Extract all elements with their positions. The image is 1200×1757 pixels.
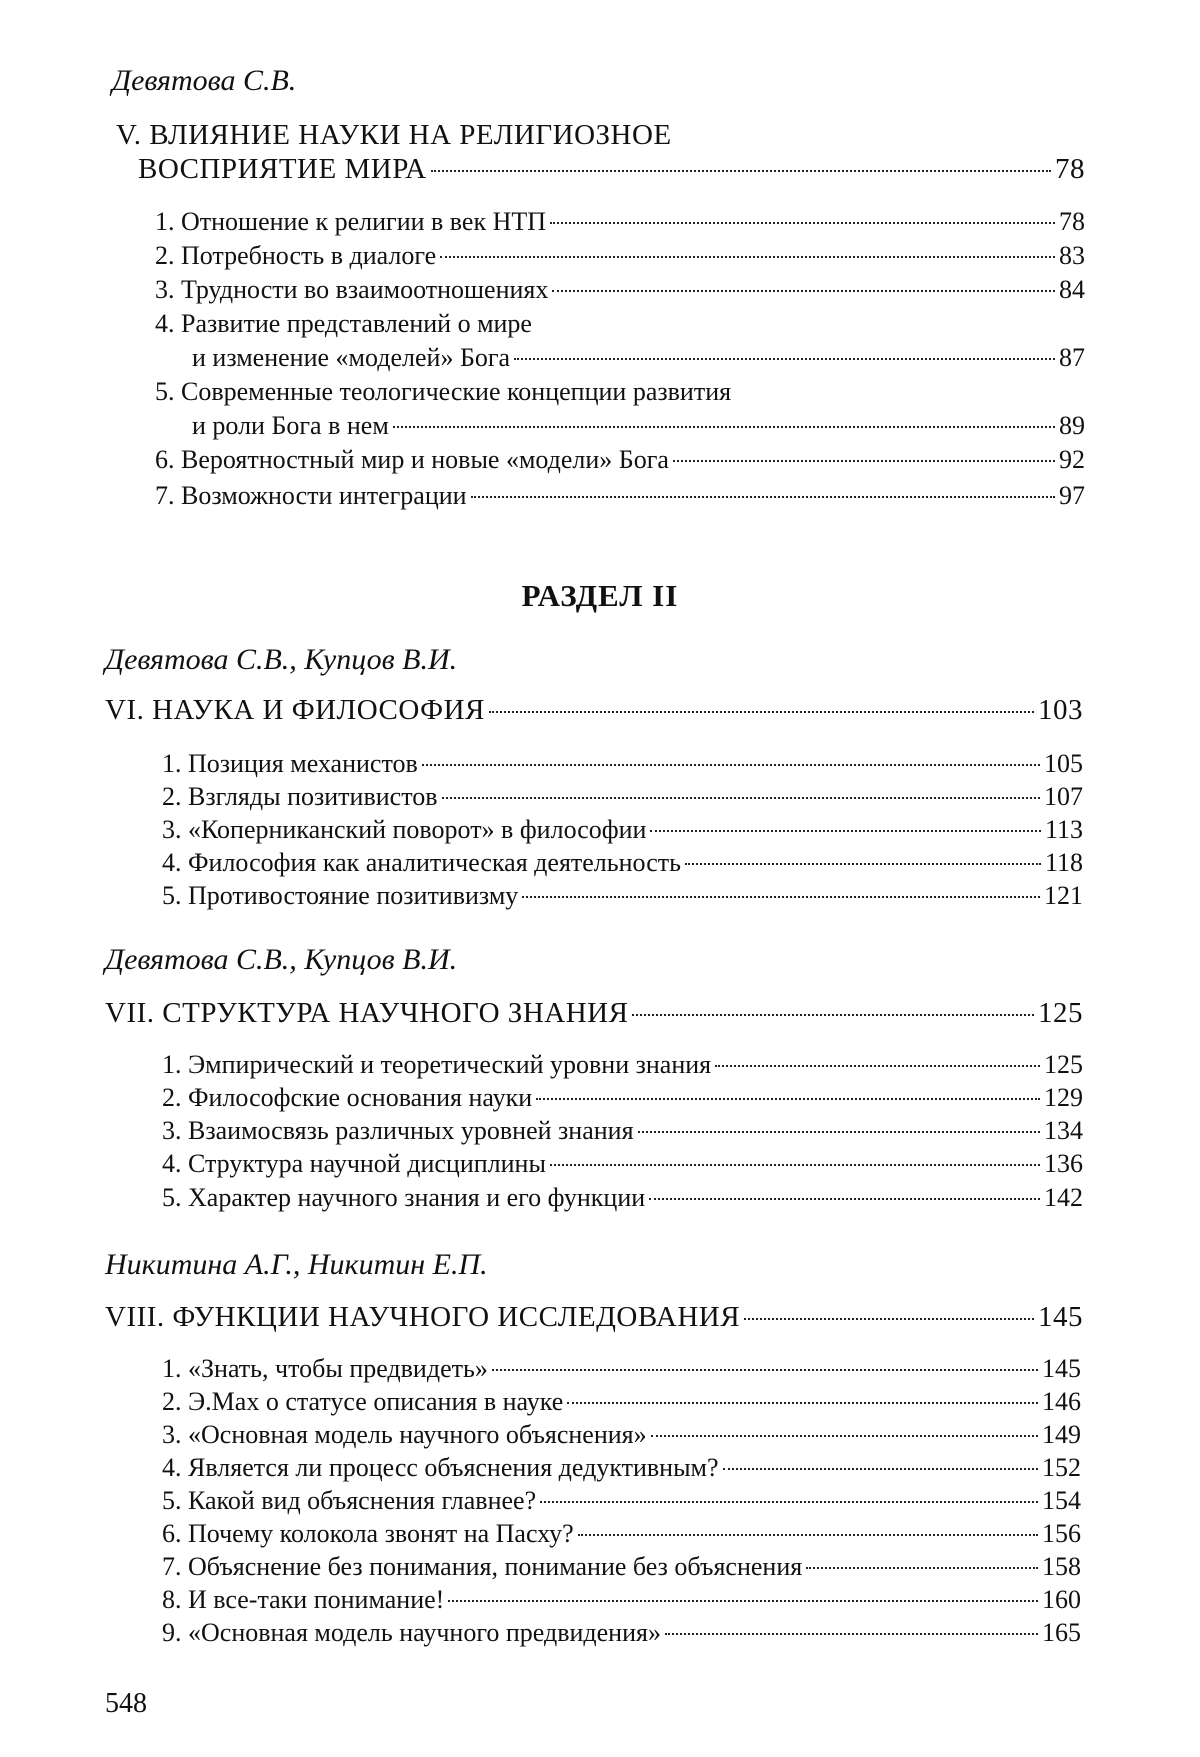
page-ref: 92: [1059, 445, 1085, 474]
page-ref: 97: [1059, 481, 1085, 510]
item-text: 3. «Коперниканский поворот» в философии: [162, 815, 647, 844]
item-text: 2. Потребность в диалоге: [155, 241, 437, 270]
page-ref: 156: [1042, 1519, 1081, 1548]
leader-dots: [638, 1131, 1040, 1133]
chapter-title-line1: V. ВЛИЯНИЕ НАУКИ НА РЕЛИГИОЗНОЕ: [116, 119, 672, 151]
leader-dots: [522, 896, 1040, 898]
page-ref: 158: [1042, 1552, 1081, 1581]
page-ref: 125: [1044, 1050, 1083, 1079]
item-text: 6. Почему колокола звонят на Пасху?: [162, 1519, 574, 1548]
toc-item: [162, 1617, 1081, 1648]
chapter-author: Девятова С.В., Купцов В.И.: [105, 943, 458, 976]
toc-item: [162, 1584, 1081, 1615]
leader-dots: [685, 863, 1041, 865]
leader-dots: [550, 222, 1055, 224]
toc-item: [162, 748, 1083, 779]
toc-item: [155, 206, 1085, 237]
item-text: 2. Э.Мах о статусе описания в науке: [162, 1387, 564, 1416]
item-text: 6. Вероятностный мир и новые «модели» Бога: [155, 445, 669, 474]
page-ref: 78: [1059, 207, 1085, 236]
item-text: 4. Философия как аналитическая деятельность: [162, 848, 681, 877]
leader-dots: [649, 1198, 1040, 1200]
chapter-author: Никитина А.Г., Никитин Е.П.: [105, 1248, 488, 1281]
toc-item: [162, 1182, 1083, 1213]
leader-dots: [567, 1402, 1038, 1404]
leader-dots: [514, 358, 1055, 360]
leader-dots: [723, 1468, 1038, 1470]
item-text-cont: и изменение «моделей» Бога: [192, 343, 511, 372]
page-ref: 149: [1042, 1420, 1081, 1449]
leader-dots: [744, 1318, 1034, 1320]
toc-item: [162, 1551, 1081, 1582]
page-ref: 125: [1038, 997, 1083, 1029]
leader-dots: [492, 1369, 1038, 1371]
chapter-title: VI. НАУКА И ФИЛОСОФИЯ: [105, 694, 485, 726]
page-ref: 87: [1059, 343, 1085, 372]
chapter-title: VIII. ФУНКЦИИ НАУЧНОГО ИССЛЕДОВАНИЯ: [105, 1301, 741, 1333]
leader-dots: [715, 1065, 1040, 1067]
item-text: 2. Взгляды позитивистов: [162, 782, 438, 811]
page-number: 548: [105, 1688, 147, 1719]
chapter-entry: [138, 152, 1085, 186]
item-text: 5. Противостояние позитивизму: [162, 881, 519, 910]
chapter-title: VII. СТРУКТУРА НАУЧНОГО ЗНАНИЯ: [105, 997, 629, 1029]
item-text-cont: и роли Бога в нем: [192, 411, 389, 440]
item-text: 5. Характер научного знания и его функции: [162, 1183, 646, 1212]
chapter-entry: [105, 693, 1083, 727]
item-text: 7. Возможности интеграции: [155, 481, 467, 510]
leader-dots: [422, 764, 1040, 766]
item-text: 4. Структура научной дисциплины: [162, 1149, 546, 1178]
item-text: 2. Философские основания науки: [162, 1083, 533, 1112]
item-text: 8. И все-таки понимание!: [162, 1585, 445, 1614]
leader-dots: [489, 711, 1034, 713]
page-ref: 105: [1044, 749, 1083, 778]
toc-item: [162, 1452, 1081, 1483]
toc-item: [162, 814, 1083, 845]
leader-dots: [632, 1014, 1034, 1016]
leader-dots: [673, 460, 1055, 462]
toc-item: [192, 410, 1085, 441]
item-text: 5. Современные теологические концепции развития: [155, 377, 732, 406]
leader-dots: [442, 797, 1041, 799]
chapter-entry: [105, 996, 1083, 1030]
leader-dots: [578, 1534, 1038, 1536]
page-ref: 121: [1044, 881, 1083, 910]
item-text: 5. Какой вид объяснения главнее?: [162, 1486, 537, 1515]
chapter-entry: [105, 1300, 1083, 1334]
leader-dots: [651, 1435, 1038, 1437]
page-ref: 103: [1038, 694, 1083, 726]
toc-item: [162, 1115, 1083, 1146]
item-text: 3. Трудности во взаимоотношениях: [155, 275, 549, 304]
page-ref: 134: [1044, 1116, 1083, 1145]
leader-dots: [540, 1501, 1038, 1503]
toc-item: [155, 240, 1085, 271]
page-ref: 129: [1044, 1083, 1083, 1112]
page-ref: 136: [1044, 1149, 1083, 1178]
page-ref: 89: [1059, 411, 1085, 440]
page-ref: 113: [1044, 815, 1083, 844]
item-text: 7. Объяснение без понимания, понимание без объяснения: [162, 1552, 803, 1581]
leader-dots: [393, 426, 1055, 428]
toc-item: [162, 847, 1083, 878]
page-ref: 160: [1042, 1585, 1081, 1614]
toc-item: [162, 1386, 1081, 1417]
leader-dots: [806, 1567, 1038, 1569]
toc-item: [162, 1419, 1081, 1450]
page-ref: 118: [1044, 848, 1083, 877]
page-ref: 107: [1044, 782, 1083, 811]
section-title: РАЗДЕЛ II: [521, 578, 679, 613]
toc-item: [162, 1049, 1083, 1080]
page-ref: 145: [1038, 1301, 1083, 1333]
leader-dots: [665, 1633, 1038, 1635]
item-text: 4. Является ли процесс объяснения дедуктивным?: [162, 1453, 719, 1482]
leader-dots: [440, 256, 1055, 258]
page-ref: 84: [1059, 275, 1085, 304]
page-ref: 165: [1042, 1618, 1081, 1647]
leader-dots: [650, 830, 1041, 832]
leader-dots: [448, 1600, 1038, 1602]
toc-item: [162, 1485, 1081, 1516]
leader-dots: [431, 170, 1051, 172]
leader-dots: [536, 1098, 1040, 1100]
toc-item: [155, 274, 1085, 305]
page-ref: 145: [1042, 1354, 1081, 1383]
chapter-author: Девятова С.В., Купцов В.И.: [105, 643, 458, 676]
item-text: 3. «Основная модель научного объяснения»: [162, 1420, 647, 1449]
toc-item: [162, 880, 1083, 911]
toc-item: [155, 444, 1085, 475]
page-ref: 154: [1042, 1486, 1081, 1515]
item-text: 1. Позиция механистов: [162, 749, 418, 778]
leader-dots: [550, 1164, 1040, 1166]
item-text: 1. Эмпирический и теоретический уровни знания: [162, 1050, 712, 1079]
page-ref: 146: [1042, 1387, 1081, 1416]
page-ref: 152: [1042, 1453, 1081, 1482]
item-text: 9. «Основная модель научного предвидения»: [162, 1618, 661, 1647]
item-text: 3. Взаимосвязь различных уровней знания: [162, 1116, 634, 1145]
toc-item: [162, 1518, 1081, 1549]
item-text: 1. «Знать, чтобы предвидеть»: [162, 1354, 488, 1383]
toc-item: [162, 1353, 1081, 1384]
toc-item: [192, 342, 1085, 373]
leader-dots: [552, 290, 1055, 292]
page-ref: 78: [1055, 153, 1085, 185]
toc-item: [162, 1082, 1083, 1113]
item-text: 4. Развитие представлений о мире: [155, 309, 532, 338]
item-text: 1. Отношение к религии в век НТП: [155, 207, 547, 236]
toc-item: [162, 1148, 1083, 1179]
toc-item: [155, 480, 1085, 511]
page-ref: 142: [1044, 1183, 1083, 1212]
chapter-title-line2: ВОСПРИЯТИЕ МИРА: [138, 153, 427, 185]
toc-item: [162, 781, 1083, 812]
page-ref: 83: [1059, 241, 1085, 270]
chapter-author: Девятова С.В.: [112, 64, 297, 97]
leader-dots: [471, 496, 1055, 498]
